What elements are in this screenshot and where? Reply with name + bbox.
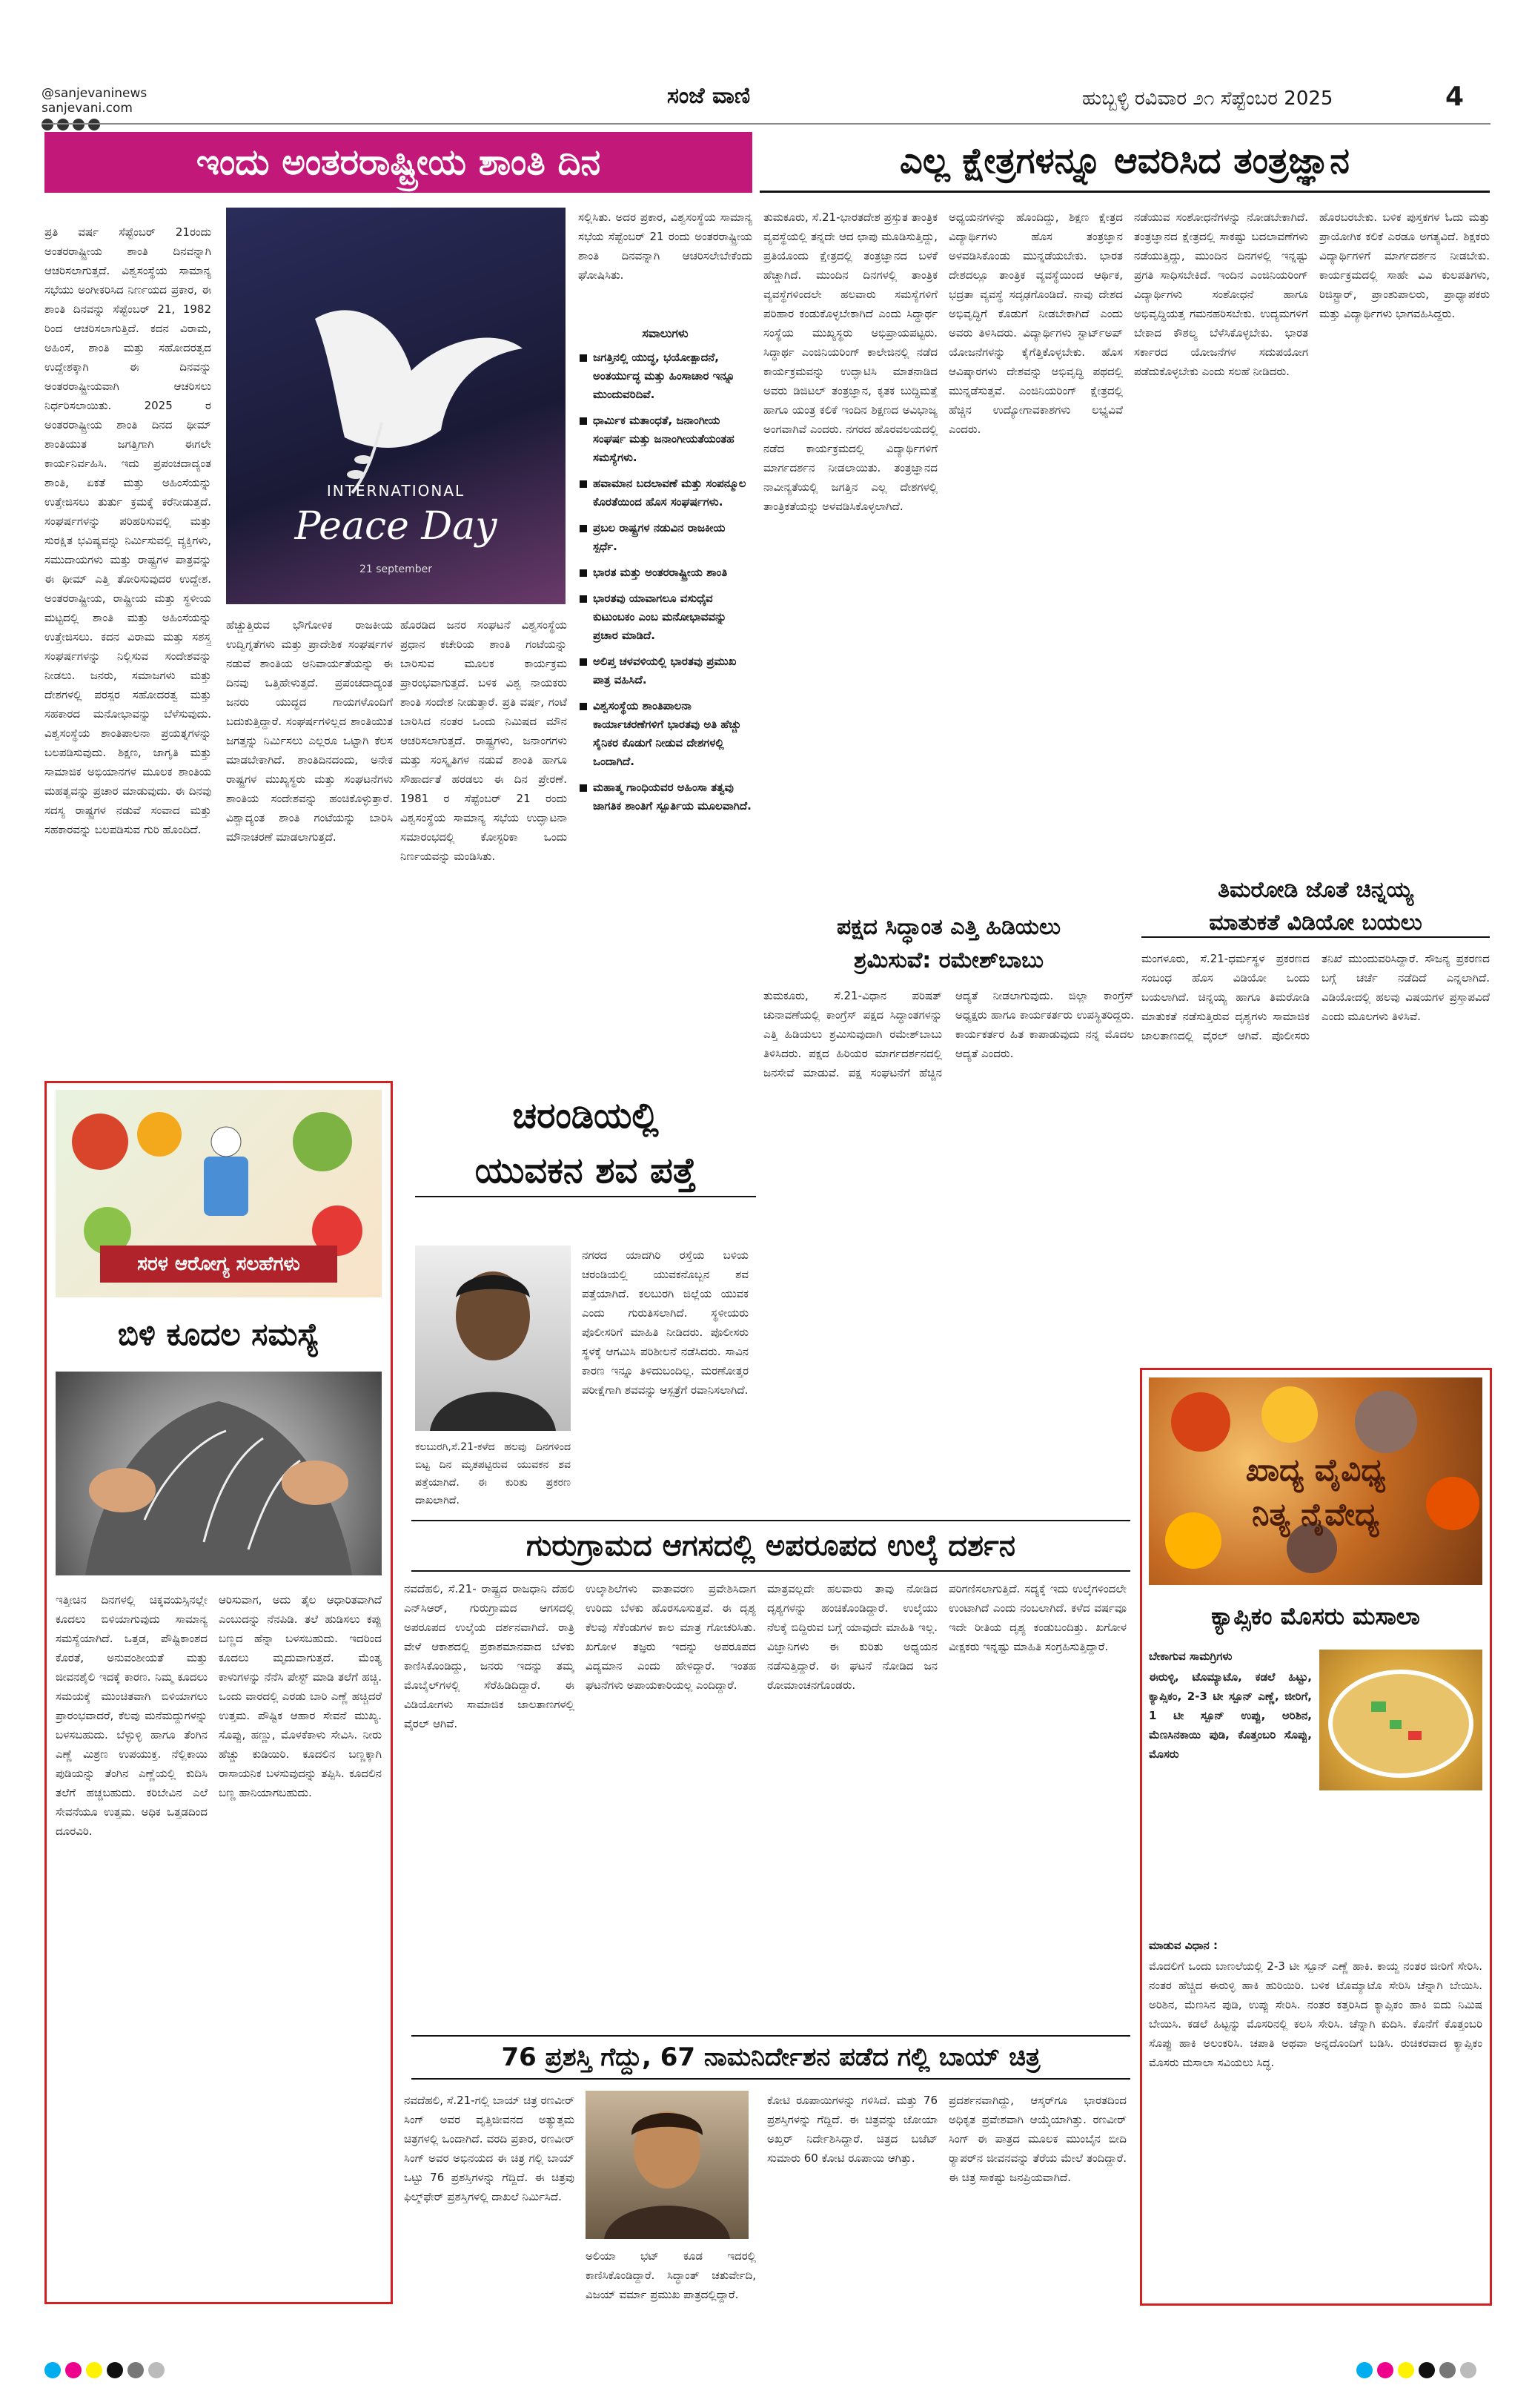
gurugram-col-3: ಮಾತ್ರವಲ್ಲದೇ ಹಲವಾರು ತಾವು ನೋಡಿದ ದೃಶ್ಯಗಳನ್ನು ಹಂಚಿಕೊಂಡಿದ್ದಾರೆ. ಉಲ್ಕೆಯು ನೆಲಕ್ಕೆ ಬಿದ್ದಿರುವ ಬಗ್ಗೆ ಯಾವುದೇ ಮಾಹಿತಿ ಇಲ್ಲ. ವಿಜ್ಞಾನಿಗಳು ಈ ಕುರಿತು ಅಧ್ಯಯನ ನಡೆಸುತ್ತಿದ್ದಾರೆ. ಈ ಘಟನೆ ನೋಡಿದ ಜನ ರೋಮಾಂಚನಗೊಂಡರು.: [767, 1582, 938, 1692]
video-headline-1: ತಿಮರೋಡಿ ಜೊತೆ ಚಿನ್ನಯ್ಯ: [1218, 876, 1413, 903]
dateline: ಹುಬ್ಬಳ್ಳಿ ರವಿವಾರ ೨೧ ಸೆಪ್ಟೆಂಬರ 2025: [1082, 87, 1333, 110]
gurugram-col-1: ನವದೆಹಲಿ, ಸೆ.21- ರಾಷ್ಟ್ರದ ರಾಜಧಾನಿ ದೆಹಲಿ ಎನ್‌ಸಿಆರ್, ಗುರುಗ್ರಾಮದ ಆಗಸದಲ್ಲಿ ಅಪರೂಪದ ಉಲ್ಕೆಯ ದರ್ಶನವಾಗಿದೆ. ರಾತ್ರಿ ವೇಳೆ ಆಕಾಶದಲ್ಲಿ ಪ್ರಕಾಶಮಾನವಾದ ಬೆಳಕು ಕಾಣಿಸಿಕೊಂಡಿದ್ದು, ಜನರು ಇದನ್ನು ತಮ್ಮ ಮೊಬೈಲ್‌ಗಳಲ್ಲಿ ಸೆರೆಹಿಡಿದಿದ್ದಾರೆ. ಈ ವಿಡಿಯೋಗಳು ಸಾಮಾಜಿಕ ಜಾಲತಾಣಗಳಲ್ಲಿ ವೈರಲ್ ಆಗಿವೆ.: [404, 1582, 574, 1730]
website-link[interactable]: sanjevani.com: [42, 101, 133, 116]
party-headline-2: ಶ್ರಮಿಸುವೆ: ರಮೇಶ್‌ಬಾಬು: [853, 947, 1044, 973]
peace-bullet-item: ಜಗತ್ತಿನಲ್ಲಿ ಯುದ್ಧ, ಭಯೋತ್ಪಾದನೆ, ಅಂತರ್ಯುದ್ಧ ಮತ್ತು ಹಿಂಸಾಚಾರ ಇನ್ನೂ ಮುಂದುವರಿದಿವೆ.: [578, 348, 752, 404]
peace-col-4-text: ಸಲ್ಲಿಸಿತು. ಅದರ ಪ್ರಕಾರ, ವಿಶ್ವಸಂಸ್ಥೆಯ ಸಾಮಾನ್ಯ ಸಭೆಯ ಸೆಪ್ಟೆಂಬರ್ 21 ರಂದು ಅಂತರರಾಷ್ಟ್ರೀಯ ಶಾಂತಿ ದಿನವನ್ನಾಗಿ ಆಚರಿಸಲೇಬೇಕೆಂದು ಘೋಷಿಸಿತು.: [578, 211, 752, 282]
video-text: ಮಂಗಳೂರು, ಸೆ.21-ಧರ್ಮಸ್ಥಳ ಪ್ರಕರಣದ ಸಂಬಂಧ ಹೊಸ ವಿಡಿಯೋ ಒಂದು ಬಯಲಾಗಿದೆ. ಚಿನ್ನಯ್ಯ ಹಾಗೂ ತಿಮರೋಡಿ ಮಾತುಕತೆ ನಡೆಸುತ್ತಿರುವ ದೃಶ್ಯಗಳು ಸಾಮಾಜಿಕ ಜಾಲತಾಣದಲ್ಲಿ ವೈರಲ್ ಆಗಿವೆ. ಪೊಲೀಸರು ತನಿಖೆ ಮುಂದುವರಿಸಿದ್ದಾರೆ. ಸೌಜನ್ಯ ಪ್ರಕರಣದ ಬಗ್ಗೆ ಚರ್ಚೆ ನಡೆದಿದೆ ಎನ್ನಲಾಗಿದೆ. ವಿಡಿಯೋದಲ್ಲಿ ಹಲವು ವಿಷಯಗಳ ಪ್ರಸ್ತಾಪವಿದೆ ಎಂದು ಮೂಲಗಳು ತಿಳಿಸಿವೆ.: [1141, 952, 1490, 1042]
youth-headline-1: ಚರಂಡಿಯಲ್ಲಿ: [512, 1094, 659, 1137]
youth-caption: ಕಲಬುರಗಿ,ಸೆ.21-ಕಳೆದ ಹಲವು ದಿನಗಳಿಂದ ಬಿಟ್ಟ ದಿನ ಮೃತಪಟ್ಟಿರುವ ಯುವಕನ ಶವ ಪತ್ತೆಯಾಗಿದೆ. ಈ ಕುರಿತು ಪ್ರಕರಣ ದಾಖಲಾಗಿದೆ.: [415, 1441, 571, 1506]
peace-bullet-item: ಭಾರತವು ಯಾವಾಗಲೂ ವಸುಧೈವ ಕುಟುಂಬಕಂ ಎಂಬ ಮನೋಭಾವವನ್ನು ಪ್ರಚಾರ ಮಾಡಿದೆ.: [578, 589, 752, 645]
gurugram-col-2: ಉಲ್ಕಾಶಿಲೆಗಳು ವಾತಾವರಣ ಪ್ರವೇಶಿಸಿದಾಗ ಉರಿದು ಬೆಳಕು ಹೊರಸೂಸುತ್ತವೆ. ಈ ದೃಶ್ಯ ಕೆಲವು ಸೆಕೆಂಡುಗಳ ಕಾಲ ಮಾತ್ರ ಗೋಚರಿಸಿತು. ಖಗೋಳ ತಜ್ಞರು ಇದನ್ನು ಅಪರೂಪದ ವಿದ್ಯಮಾನ ಎಂದು ಹೇಳಿದ್ದಾರೆ. ಇಂತಹ ಘಟನೆಗಳು ಅಪಾಯಕಾರಿಯಲ್ಲ ಎಂದಿದ್ದಾರೆ.: [586, 1582, 756, 1692]
ranveer-photo: [586, 2091, 749, 2239]
health-illustration: [56, 1090, 382, 1297]
peace-bullet-item: ಪ್ರಬಲ ರಾಷ್ಟ್ರಗಳ ನಡುವಿನ ರಾಜಕೀಯ ಸ್ಪರ್ಧೆ.: [578, 519, 752, 556]
instagram-icon[interactable]: [73, 119, 84, 130]
youtube-icon[interactable]: [88, 119, 100, 130]
food-banner-1: ಖಾದ್ಯ ವೈವಿಧ್ಯ: [1245, 1452, 1386, 1488]
peace-col-1: ಪ್ರತಿ ವರ್ಷ ಸೆಪ್ಟೆಂಬರ್ 21ರಂದು ಅಂತರರಾಷ್ಟ್ರೀಯ ಶಾಂತಿ ದಿನವನ್ನಾಗಿ ಆಚರಿಸಲಾಗುತ್ತದೆ. ವಿಶ್ವಸಂಸ್ಥೆಯ ಸಾಮಾನ್ಯ ಸಭೆಯು ಅಂಗೀಕರಿಸಿದ ನಿರ್ಣಯದ ಪ್ರಕಾರ, ಈ ಶಾಂತಿ ದಿನವನ್ನು ಸೆಪ್ಟೆಂಬರ್ 21, 1982 ರಿಂದ ಆಚರಿಸಲಾಗುತ್ತಿದೆ. ಕದನ ವಿರಾಮ, ಅಹಿಂಸೆ, ಶಾಂತಿ ಮತ್ತು ಸಹೋದರತ್ವದ ಉದ್ದೇಶಕ್ಕಾಗಿ ಈ ದಿನವನ್ನು ಅಂತರರಾಷ್ಟ್ರೀಯವಾಗಿ ಆಚರಿಸಲು ನಿರ್ಧರಿಸಲಾಯಿತು. 2025 ರ ಅಂತರರಾಷ್ಟ್ರೀಯ ಶಾಂತಿ ದಿನದ ಥೀಮ್ ಶಾಂತಿಯುತ ಜಗತ್ತಿಗಾಗಿ ಈಗಲೇ ಕಾರ್ಯನಿರ್ವಹಿಸಿ. ಇದು ಪ್ರಪಂಚದಾದ್ಯಂತ ಶಾಂತಿ, ಏಕತೆ ಮತ್ತು ಅಹಿಂಸೆಯನ್ನು ಉತ್ತೇಜಿಸಲು ತುರ್ತು ಕ್ರಮಕ್ಕೆ ಕರೆನೀಡುತ್ತದೆ. ಸಂಘರ್ಷಗಳನ್ನು ಪರಿಹರಿಸುವಲ್ಲಿ ಮತ್ತು ಸುರಕ್ಷಿತ ಭವಿಷ್ಯವನ್ನು ನಿರ್ಮಿಸುವಲ್ಲಿ ವ್ಯಕ್ತಿಗಳು, ಸಮುದಾಯಗಳು ಮತ್ತು ರಾಷ್ಟ್ರಗಳ ಪಾತ್ರವನ್ನು ಈ ಥೀಮ್ ಎತ್ತಿ ತೋರಿಸುವುದರ ಉದ್ದೇಶ. ಅಂತರರಾಷ್ಟ್ರೀಯ, ರಾಷ್ಟ್ರೀಯ ಮತ್ತು ಸ್ಥಳೀಯ ಮಟ್ಟದಲ್ಲಿ ಶಾಂತಿ ಮತ್ತು ಅಹಿಂಸೆಯನ್ನು ಉತ್ತೇಜಿಸಲು. ಕದನ ವಿರಾಮ ಮತ್ತು ಸಶಸ್ತ್ರ ಸಂಘರ್ಷಗಳನ್ನು ನಿಲ್ಲಿಸುವ ಸಂದೇಶವನ್ನು ನೀಡಲು. ಜನರು, ಸಮಾಜಗಳು ಮತ್ತು ದೇಶಗಳಲ್ಲಿ ಪರಸ್ಪರ ಸಹೋದರತ್ವ ಮತ್ತು ಸಹಕಾರದ ಮನೋಭಾವನ್ನು ಬೆಳೆಸುವುದು. ವಿಶ್ವಸಂಸ್ಥೆಯ ಶಾಂತಿಪಾಲನಾ ಪ್ರಯತ್ನಗಳನ್ನು ಬಲಪಡಿಸುವುದು. ಶಿಕ್ಷಣ, ಜಾಗೃತಿ ಮತ್ತು ಸಾಮಾಜಿಕ ಅಭಿಯಾನಗಳ ಮೂಲಕ ಶಾಂತಿಯ ಮಹತ್ವವನ್ನು ಪ್ರಚಾರ ಮಾಡುವುದು. ಈ ದಿನವು ಸದಸ್ಯ ರಾಷ್ಟ್ರಗಳ ನಡುವೆ ಸಂವಾದ ಮತ್ತು ಸಹಕಾರವನ್ನು ಬಲಪಡಿಸುವ ಗುರಿ ಹೊಂದಿದೆ.: [44, 225, 211, 836]
peace-bullets: [578, 348, 752, 816]
peace-day-banner: ಇಂದು ಅಂತರರಾಷ್ಟ್ರೀಯ ಶಾಂತಿ ದಿನ: [44, 132, 752, 193]
method-title: ಮಾಡುವ ವಿಧಾನ :: [1149, 1939, 1218, 1952]
newspaper-logo: ಸಂಜೆ ವಾಣಿ: [667, 83, 751, 109]
peace-day-poster: [226, 208, 566, 604]
peace-bullet-item: ಅಲಿಪ್ತ ಚಳವಳಿಯಲ್ಲಿ ಭಾರತವು ಪ್ರಮುಖ ಪಾತ್ರ ವಹಿಸಿದೆ.: [578, 652, 752, 689]
peace-col-2: ಹೆಚ್ಚುತ್ತಿರುವ ಭೌಗೋಳಿಕ ರಾಜಕೀಯ ಉದ್ವಿಗ್ನತೆಗಳು ಮತ್ತು ಪ್ರಾದೇಶಿಕ ಸಂಘರ್ಷಗಳ ನಡುವೆ ಶಾಂತಿಯ ಅನಿವಾರ್ಯತೆಯನ್ನು ಈ ದಿನವು ಒತ್ತಿಹೇಳುತ್ತದೆ. ಪ್ರಪಂಚದಾದ್ಯಂತ ಜನರು ಯುದ್ಧದ ಗಾಯಗಳೊಂದಿಗೆ ಬದುಕುತ್ತಿದ್ದಾರೆ. ಸಂಘರ್ಷಗಳಿಲ್ಲದ ಶಾಂತಿಯುತ ಜಗತ್ತನ್ನು ನಿರ್ಮಿಸಲು ಎಲ್ಲರೂ ಒಟ್ಟಾಗಿ ಕೆಲಸ ಮಾಡಬೇಕಾಗಿದೆ. ಶಾಂತಿದಿನದಂದು, ಅನೇಕ ರಾಷ್ಟ್ರಗಳ ಮುಖ್ಯಸ್ಥರು ಮತ್ತು ಸಂಘಟನೆಗಳು ಶಾಂತಿಯ ಸಂದೇಶವನ್ನು ಹಂಚಿಕೊಳ್ಳುತ್ತಾರೆ. ವಿಶ್ವಾದ್ಯಂತ ಶಾಂತಿ ಗಂಟೆಯನ್ನು ಬಾರಿಸಿ ಮೌನಾಚರಣೆ ಮಾಡಲಾಗುತ್ತದೆ.: [226, 618, 393, 844]
gullyboy-col-2: ಅಲಿಯಾ ಭಟ್ ಕೂಡ ಇದರಲ್ಲಿ ಕಾಣಿಸಿಕೊಂಡಿದ್ದಾರೆ. ಸಿದ್ಧಾಂತ್ ಚತುರ್ವೇದಿ, ವಿಜಯ್ ವರ್ಮಾ ಪ್ರಮುಖ ಪಾತ್ರದಲ್ಲಿದ್ದಾರೆ.: [586, 2249, 756, 2301]
youth-headline-2: ಯುವಕನ ಶವ ಪತ್ತೆ: [415, 1145, 756, 1197]
gurugram-col-4: ಪರಿಗಣಿಸಲಾಗುತ್ತಿದೆ. ಸದ್ಯಕ್ಕೆ ಇದು ಉಲ್ಕೆಗಳಿಂದಲೇ ಉಂಟಾಗಿದೆ ಎಂದು ನಂಬಲಾಗಿದೆ. ಕಳೆದ ವರ್ಷವೂ ಇದೇ ರೀತಿಯ ದೃಶ್ಯ ಕಂಡುಬಂದಿತ್ತು. ಖಗೋಳ ವೀಕ್ಷಕರು ಇನ್ನಷ್ಟು ಮಾಹಿತಿ ಸಂಗ್ರಹಿಸುತ್ತಿದ್ದಾರೆ.: [949, 1582, 1127, 1653]
page-number: 4: [1445, 82, 1465, 112]
peace-col-4: [578, 208, 752, 1060]
health-headline: ಬಿಳಿ ಕೂದಲ ಸಮಸ್ಯೆ: [117, 1316, 320, 1352]
video-headline-2: ಮಾತುಕತೆ ವಿಡಿಯೋ ಬಯಲು: [1141, 908, 1490, 938]
tech-headline: ಎಲ್ಲ ಕ್ಷೇತ್ರಗಳನ್ನೂ ಆವರಿಸಿದ ತಂತ್ರಜ್ಞಾನ: [760, 132, 1490, 193]
party-text: ತುಮಕೂರು, ಸೆ.21-ವಿಧಾನ ಪರಿಷತ್ ಚುನಾವಣೆಯಲ್ಲಿ ಕಾಂಗ್ರೆಸ್ ಪಕ್ಷದ ಸಿದ್ಧಾಂತಗಳನ್ನು ಎತ್ತಿ ಹಿಡಿಯಲು ಶ್ರಮಿಸುವುದಾಗಿ ರಮೇಶ್‌ಬಾಬು ತಿಳಿಸಿದರು. ಪಕ್ಷದ ಹಿರಿಯರ ಮಾರ್ಗದರ್ಶನದಲ್ಲಿ ಜನಸೇವೆ ಮಾಡುವೆ. ಪಕ್ಷ ಸಂಘಟನೆಗೆ ಹೆಚ್ಚಿನ ಆದ್ಯತೆ ನೀಡಲಾಗುವುದು. ಜಿಲ್ಲಾ ಕಾಂಗ್ರೆಸ್ ಅಧ್ಯಕ್ಷರು ಹಾಗೂ ಕಾರ್ಯಕರ್ತರು ಉಪಸ್ಥಿತರಿದ್ದರು. ಕಾರ್ಯಕರ್ತರ ಹಿತ ಕಾಪಾಡುವುದು ನನ್ನ ಮೊದಲ ಆದ್ಯತೆ ಎಂದರು.: [763, 989, 1134, 1079]
peace-bullet-item: ಧಾರ್ಮಿಕ ಮತಾಂಧತೆ, ಜನಾಂಗೀಯ ಸಂಘರ್ಷ ಮತ್ತು ಜನಾಂಗೀಯತೆಯಂತಹ ಸಮಸ್ಯೆಗಳು.: [578, 411, 752, 467]
person-icon: [415, 1246, 571, 1431]
tech-col-2: ಅಧ್ಯಯನಗಳನ್ನು ಹೊಂದಿದ್ದು, ಶಿಕ್ಷಣ ಕ್ಷೇತ್ರದ ವಿದ್ಯಾರ್ಥಿಗಳು ಹೊಸ ತಂತ್ರಜ್ಞಾನ ಅಳವಡಿಸಿಕೊಂಡು ಮುನ್ನಡೆಯಬೇಕು. ಭಾರತ ದೇಶದಲ್ಲೂ ತಾಂತ್ರಿಕ ವ್ಯವಸ್ಥೆಯಿಂದ ಆರ್ಥಿಕ, ಭದ್ರತಾ ವ್ಯವಸ್ಥೆ ಸದೃಢಗೊಂಡಿದೆ. ನಾವು ದೇಶದ ಅಭಿವೃದ್ಧಿಗೆ ಕೊಡುಗೆ ನೀಡಬೇಕಾಗಿದೆ ಎಂದು ಅವರು ತಿಳಿಸಿದರು. ವಿದ್ಯಾರ್ಥಿಗಳು ಸ್ಟಾರ್ಟ್ಅಪ್ ಯೋಜನೆಗಳನ್ನು ಕೈಗೆತ್ತಿಕೊಳ್ಳಬೇಕು. ಹೊಸ ಆವಿಷ್ಕಾರಗಳು ದೇಶವನ್ನು ಅಭಿವೃದ್ಧಿ ಪಥದಲ್ಲಿ ಮುನ್ನಡೆಸುತ್ತವೆ. ಎಂಜಿನಿಯರಿಂಗ್ ಕ್ಷೇತ್ರದಲ್ಲಿ ಹೆಚ್ಚಿನ ಉದ್ಯೋಗಾವಕಾಶಗಳು ಲಭ್ಯವಿವೆ ಎಂದರು.: [949, 211, 1123, 436]
capsicum-dish-photo: [1319, 1650, 1482, 1790]
hair-icon: [56, 1372, 382, 1575]
grey-mark: [127, 2362, 144, 2378]
cyan-mark: [44, 2362, 61, 2378]
peace-bullet-item: ವಿಶ್ವಸಂಸ್ಥೆಯ ಶಾಂತಿಪಾಲನಾ ಕಾರ್ಯಾಚರಣೆಗಳಿಗೆ ಭಾರತವು ಅತಿ ಹೆಚ್ಚು ಸೈನಿಕರ ಕೊಡುಗೆ ನೀಡುವ ದೇಶಗಳಲ್ಲಿ ಒಂದಾಗಿದೆ.: [578, 697, 752, 771]
ingredients-title: ಬೇಕಾಗುವ ಸಾಮಗ್ರಿಗಳು: [1149, 1650, 1233, 1663]
tech-col-4: ಹೊರಬರಬೇಕು. ಬಳಿಕ ಪುಸ್ತಕಗಳ ಓದು ಮತ್ತು ಪ್ರಾಯೋಗಿಕ ಕಲಿಕೆ ಎರಡೂ ಅಗತ್ಯವಿದೆ. ಶಿಕ್ಷಕರು ವಿದ್ಯಾರ್ಥಿಗಳಿಗೆ ಮಾರ್ಗದರ್ಶನ ನೀಡಬೇಕು. ಕಾರ್ಯಕ್ರಮದಲ್ಲಿ ಸಾಹೇ ವಿವಿ ಕುಲಪತಿಗಳು, ರಿಜಿಸ್ಟ್ರಾರ್, ಪ್ರಾಂಶುಪಾಲರು, ಪ್ರಾಧ್ಯಾಪಕರು ಮತ್ತು ವಿದ್ಯಾರ್ಥಿಗಳು ಭಾಗವಹಿಸಿದ್ದರು.: [1319, 211, 1490, 320]
ingredients-text: ಈರುಳ್ಳಿ, ಟೊಮ್ಯಾಟೊ, ಕಡಲೆ ಹಿಟ್ಟು, ಕ್ಯಾಪ್ಸಿಕಂ, 2-3 ಟೀ ಸ್ಪೂನ್ ಎಣ್ಣೆ, ಜೀರಿಗೆ, 1 ಟೀ ಸ್ಪೂನ್ ಉಪ್ಪು, ಅರಿಶಿನ, ಮೆಣಸಿನಕಾಯಿ ಪುಡಿ, ಕೊತ್ತಂಬರಿ ಸೊಪ್ಪು, ಮೊಸರು: [1149, 1670, 1312, 1761]
actor-icon: [586, 2091, 749, 2239]
social-icons: [42, 119, 147, 130]
yellow-mark: [1398, 2362, 1414, 2378]
cmyk-marks-right: [1356, 2362, 1476, 2378]
food-method: [1149, 1939, 1482, 2295]
peace-bullet-item: ಮಹಾತ್ಮ ಗಾಂಧಿಯವರ ಅಹಿಂಸಾ ತತ್ವವು ಜಾಗತಿಕ ಶಾಂತಿಗೆ ಸ್ಪೂರ್ತಿಯ ಮೂಲವಾಗಿದೆ.: [578, 778, 752, 816]
gullyboy-col-4: ಪ್ರದರ್ಶನವಾಗಿದ್ದು, ಆಸ್ಕರ್‌ಗೂ ಭಾರತದಿಂದ ಅಧಿಕೃತ ಪ್ರವೇಶವಾಗಿ ಆಯ್ಕೆಯಾಗಿತ್ತು. ರಣವೀರ್ ಸಿಂಗ್ ಈ ಪಾತ್ರದ ಮೂಲಕ ಮುಂಬೈನ ಬೀದಿ ರ‍್ಯಾಪರ್‌ನ ಜೀವನವನ್ನು ತೆರೆಯ ಮೇಲೆ ತಂದಿದ್ದಾರೆ. ಈ ಚಿತ್ರ ಸಾಕಷ್ಟು ಜನಪ್ರಿಯವಾಗಿದೆ.: [949, 2094, 1127, 2184]
poster-date: 21 september: [359, 563, 433, 575]
poster-top-text: INTERNATIONAL: [326, 482, 465, 500]
tech-col-3: ನಡೆಯುವ ಸಂಶೋಧನೆಗಳನ್ನು ನೋಡಬೇಕಾಗಿದೆ. ತಂತ್ರಜ್ಞಾನದ ಕ್ಷೇತ್ರದಲ್ಲಿ ಸಾಕಷ್ಟು ಬದಲಾವಣೆಗಳು ನಡೆಯುತ್ತಿದ್ದು, ಮುಂದಿನ ದಿನಗಳಲ್ಲಿ ಇನ್ನಷ್ಟು ಪ್ರಗತಿ ಸಾಧಿಸಬೇಕಿದೆ. ಇಂದಿನ ಎಂಜಿನಿಯರಿಂಗ್ ವಿದ್ಯಾರ್ಥಿಗಳು ಸಂಶೋಧನೆ ಹಾಗೂ ಅಭಿವೃದ್ಧಿಯತ್ತ ಗಮನಹರಿಸಬೇಕು. ಉದ್ಯಮಗಳಿಗೆ ಬೇಕಾದ ಕೌಶಲ್ಯ ಬೆಳೆಸಿಕೊಳ್ಳಬೇಕು. ಭಾರತ ಸರ್ಕಾರದ ಯೋಜನೆಗಳ ಸದುಪಯೋಗ ಪಡೆದುಕೊಳ್ಳಬೇಕು ಎಂದು ಸಲಹೆ ನೀಡಿದರು.: [1134, 211, 1308, 378]
grey-mark: [1439, 2362, 1456, 2378]
peace-col-3: ಹೊರಡಿದ ಜನರ ಸಂಘಟನೆ ವಿಶ್ವಸಂಸ್ಥೆಯ ಪ್ರಧಾನ ಕಚೇರಿಯ ಶಾಂತಿ ಗಂಟೆಯನ್ನು ಬಾರಿಸುವ ಮೂಲಕ ಕಾರ್ಯಕ್ರಮ ಪ್ರಾರಂಭವಾಗುತ್ತದೆ. ಬಳಿಕ ವಿಶ್ವ ನಾಯಕರು ಶಾಂತಿ ಸಂದೇಶ ನೀಡುತ್ತಾರೆ. ಪ್ರತಿ ವರ್ಷ, ಗಂಟೆ ಬಾರಿಸಿದ ನಂತರ ಒಂದು ನಿಮಿಷದ ಮೌನ ಆಚರಿಸಲಾಗುತ್ತದೆ. ರಾಷ್ಟ್ರಗಳು, ಜನಾಂಗಗಳು ಮತ್ತು ಸಂಸ್ಕೃತಿಗಳ ನಡುವೆ ಶಾಂತಿ ಹಾಗೂ ಸೌಹಾರ್ದತೆ ಹರಡಲು ಈ ದಿನ ಪ್ರೇರಣೆ. 1981 ರ ಸೆಪ್ಟೆಂಬರ್ 21 ರಂದು ವಿಶ್ವಸಂಸ್ಥೆಯ ಸಾಮಾನ್ಯ ಸಭೆಯ ಉದ್ಘಾಟನಾ ಸಮಾರಂಭದಲ್ಲಿ ಕೋಸ್ಟರಿಕಾ ಒಂದು ನಿರ್ಣಯವನ್ನು ಮಂಡಿಸಿತು.: [400, 618, 567, 863]
food-banner-2: ನಿತ್ಯ ನೈವೇದ್ಯ: [1252, 1496, 1379, 1532]
yellow-mark: [86, 2362, 102, 2378]
peace-challenges-title: ಸವಾಲುಗಳು: [642, 326, 689, 340]
header-rule: [42, 123, 1490, 125]
poster-title: Peace Day: [294, 504, 497, 549]
gurugram-headline: ಗುರುಗ್ರಾಮದ ಆಗಸದಲ್ಲಿ ಅಪರೂಪದ ಉಲ್ಕೆ ದರ್ಶನ: [411, 1520, 1130, 1572]
peace-bullet-item: ಭಾರತ ಮತ್ತು ಅಂತರರಾಷ್ಟ್ರೀಯ ಶಾಂತಿ: [578, 563, 752, 582]
peace-bullet-item: ಹವಾಮಾನ ಬದಲಾವಣೆ ಮತ್ತು ಸಂಪನ್ಮೂಲ ಕೊರತೆಯಿಂದ ಹೊಸ ಸಂಘರ್ಷಗಳು.: [578, 474, 752, 512]
cyan-mark: [1356, 2362, 1373, 2378]
tech-col-1: ತುಮಕೂರು, ಸೆ.21-ಭಾರತದೇಶ ಪ್ರಸ್ತುತ ತಾಂತ್ರಿಕ ವ್ಯವಸ್ಥೆಯಲ್ಲಿ ತನ್ನದೇ ಆದ ಛಾಪು ಮೂಡಿಸುತ್ತಿದ್ದು, ಪ್ರತಿಯೊಂದು ಕ್ಷೇತ್ರದಲ್ಲಿ ತಂತ್ರಜ್ಞಾನದ ಬಳಕೆ ಹೆಚ್ಚಾಗಿದೆ. ಮುಂದಿನ ದಿನಗಳಲ್ಲಿ ತಾಂತ್ರಿಕ ವ್ಯವಸ್ಥೆಗಳಿಂದಲೇ ಹಲವಾರು ಸಮಸ್ಯೆಗಳಿಗೆ ಪರಿಹಾರ ಕಂಡುಕೊಳ್ಳಬೇಕಾಗಿದೆ ಎಂದು ಸಿದ್ಧಾರ್ಥ ಸಂಸ್ಥೆಯ ಮುಖ್ಯಸ್ಥರು ಅಭಿಪ್ರಾಯಪಟ್ಟರು. ಸಿದ್ಧಾರ್ಥ ಎಂಜಿನಿಯರಿಂಗ್ ಕಾಲೇಜಿನಲ್ಲಿ ನಡೆದ ಕಾರ್ಯಕ್ರಮವನ್ನು ಉದ್ಘಾಟಿಸಿ ಮಾತನಾಡಿದ ಅವರು ಡಿಜಿಟಲ್ ತಂತ್ರಜ್ಞಾನ, ಕೃತಕ ಬುದ್ಧಿಮತ್ತೆ ಹಾಗೂ ಯಂತ್ರ ಕಲಿಕೆ ಇಂದಿನ ಶಿಕ್ಷಣದ ಅವಿಭಾಜ್ಯ ಅಂಗವಾಗಿವೆ ಎಂದರು. ನಗರದ ಹೊರವಲಯದಲ್ಲಿ ನಡೆದ ಕಾರ್ಯಕ್ರಮದಲ್ಲಿ ವಿದ್ಯಾರ್ಥಿಗಳಿಗೆ ಮಾರ್ಗದರ್ಶನ ನೀಡಲಾಯಿತು. ತಂತ್ರಜ್ಞಾನದ ನಾವೀನ್ಯತೆಯಲ್ಲಿ ಜಗತ್ತಿನ ಎಲ್ಲ ದೇಶಗಳಲ್ಲಿ ತಾಂತ್ರಿಕತೆಯನ್ನು ಅಳವಡಿಸಿಕೊಳ್ಳಲಾಗಿದೆ.: [763, 211, 938, 513]
health-col-2: ಆರಿಸುವಾಗ, ಅದು ತೈಲ ಆಧಾರಿತವಾಗಿದೆ ಎಂಬುದನ್ನು ನೆನಪಿಡಿ. ತಲೆ ಹುಡಿಸಲು ಕಪ್ಪು ಬಣ್ಣದ ಹೆನ್ನಾ ಬಳಸಬಹುದು. ಇದರಿಂದ ಕೂದಲು ಮೃದುವಾಗುತ್ತದೆ. ಮೆಂತ್ಯ ಕಾಳುಗಳನ್ನು ನೆನೆಸಿ ಪೇಸ್ಟ್ ಮಾಡಿ ತಲೆಗೆ ಹಚ್ಚಿ. ಒಂದು ವಾರದಲ್ಲಿ ಎರಡು ಬಾರಿ ಎಣ್ಣೆ ಹಚ್ಚಿದರೆ ಉತ್ತಮ. ಪೌಷ್ಟಿಕ ಆಹಾರ ಸೇವನೆ ಮುಖ್ಯ. ಸೊಪ್ಪು, ಹಣ್ಣು, ಮೊಳಕೆಕಾಳು ಸೇವಿಸಿ. ನೀರು ಹೆಚ್ಚು ಕುಡಿಯಿರಿ. ಕೂದಲಿನ ಬಣ್ಣಕ್ಕಾಗಿ ರಾಸಾಯನಿಕ ಬಳಸುವುದನ್ನು ತಪ್ಪಿಸಿ. ಕೂದಲಿನ ಬಣ್ಣ ಹಾನಿಯಾಗಬಹುದು.: [219, 1593, 382, 1799]
health-banner: ಸರಳ ಆರೋಗ್ಯ ಸಲಹೆಗಳು: [100, 1246, 337, 1283]
black-mark: [1419, 2362, 1435, 2378]
twitter-icon[interactable]: [57, 119, 69, 130]
grey-hair-photo: [56, 1372, 382, 1575]
cmyk-marks-left: [44, 2362, 165, 2378]
food-headline: ಕ್ಯಾಪ್ಸಿಕಂ ಮೊಸರು ಮಸಾಲಾ: [1211, 1601, 1420, 1630]
youth-photo: [415, 1246, 571, 1431]
twitter-handle: @sanjevaninews: [42, 86, 147, 101]
facebook-icon[interactable]: [42, 119, 53, 130]
party-headline-1: ಪಕ್ಷದ ಸಿದ್ಧಾಂತ ಎತ್ತಿ ಹಿಡಿಯಲು: [836, 913, 1061, 940]
magenta-mark: [1377, 2362, 1393, 2378]
youth-text: ನಗರದ ಯಾದಗಿರಿ ರಸ್ತೆಯ ಬಳಿಯ ಚರಂಡಿಯಲ್ಲಿ ಯುವಕನೊಬ್ಬನ ಶವ ಪತ್ತೆಯಾಗಿದೆ. ಕಲಬುರಗಿ ಜಿಲ್ಲೆಯ ಯುವಕ ಎಂದು ಗುರುತಿಸಲಾಗಿದೆ. ಸ್ಥಳೀಯರು ಪೊಲೀಸರಿಗೆ ಮಾಹಿತಿ ನೀಡಿದರು. ಪೊಲೀಸರು ಸ್ಥಳಕ್ಕೆ ಆಗಮಿಸಿ ಪರಿಶೀಲನೆ ನಡೆಸಿದರು. ಸಾವಿನ ಕಾರಣ ಇನ್ನೂ ತಿಳಿದುಬಂದಿಲ್ಲ. ಮರಣೋತ್ತರ ಪರೀಕ್ಷೆಗಾಗಿ ಶವವನ್ನು ಆಸ್ಪತ್ರೆಗೆ ರವಾನಿಸಲಾಗಿದೆ.: [582, 1248, 749, 1397]
gullyboy-col-1: ನವದೆಹಲಿ, ಸೆ.21-ಗಲ್ಲಿ ಬಾಯ್ ಚಿತ್ರ ರಣವೀರ್ ಸಿಂಗ್ ಅವರ ವೃತ್ತಿಜೀವನದ ಅತ್ಯುತ್ತಮ ಚಿತ್ರಗಳಲ್ಲಿ ಒಂದಾಗಿದೆ. ವರದಿ ಪ್ರಕಾರ, ರಣವೀರ್ ಸಿಂಗ್ ಅವರ ಅಭಿನಯದ ಈ ಚಿತ್ರ ಗಲ್ಲಿ ಬಾಯ್ ಒಟ್ಟು 76 ಪ್ರಶಸ್ತಿಗಳನ್ನು ಗೆದ್ದಿದೆ. ಈ ಚಿತ್ರವು ಫಿಲ್ಮ್‌ಫೇರ್ ಪ್ರಶಸ್ತಿಗಳಲ್ಲಿ ದಾಖಲೆ ನಿರ್ಮಿಸಿದೆ.: [404, 2094, 574, 2203]
magenta-mark: [65, 2362, 82, 2378]
dish-icon: [1319, 1650, 1482, 1790]
gullyboy-headline: 76 ಪ್ರಶಸ್ತಿ ಗೆದ್ದು, 67 ನಾಮನಿರ್ದೇಶನ ಪಡೆದ ಗಲ್ಲಿ ಬಾಯ್ ಚಿತ್ರ: [411, 2035, 1130, 2080]
gullyboy-col-3: ಕೋಟಿ ರೂಪಾಯಿಗಳನ್ನು ಗಳಿಸಿದೆ. ಮತ್ತು 76 ಪ್ರಶಸ್ತಿಗಳನ್ನು ಗೆದ್ದಿದೆ. ಈ ಚಿತ್ರವನ್ನು ಜೋಯಾ ಅಖ್ತರ್ ನಿರ್ದೇಶಿಸಿದ್ದಾರೆ. ಚಿತ್ರದ ಬಜೆಟ್ ಸುಮಾರು 60 ಕೋಟಿ ರೂಪಾಯಿ ಆಗಿತ್ತು.: [767, 2094, 938, 2165]
light-grey-mark: [1460, 2362, 1476, 2378]
food-ingredients: [1149, 1650, 1312, 1931]
black-mark: [107, 2362, 123, 2378]
health-col-1: ಇತ್ತೀಚಿನ ದಿನಗಳಲ್ಲಿ ಚಿಕ್ಕವಯಸ್ಸಿನಲ್ಲೇ ಕೂದಲು ಬಿಳಿಯಾಗುವುದು ಸಾಮಾನ್ಯ ಸಮಸ್ಯೆಯಾಗಿದೆ. ಒತ್ತಡ, ಪೌಷ್ಟಿಕಾಂಶದ ಕೊರತೆ, ಅನುವಂಶೀಯತೆ ಮತ್ತು ಜೀವನಶೈಲಿ ಇದಕ್ಕೆ ಕಾರಣ. ನಿಮ್ಮ ಕೂದಲು ಸಮಯಕ್ಕೆ ಮುಂಚಿತವಾಗಿ ಬಿಳಿಯಾಗಲು ಪ್ರಾರಂಭವಾದರೆ, ಕೆಲವು ಮನೆಮದ್ದುಗಳನ್ನು ಬಳಸಬಹುದು. ಬೆಳ್ಳುಳ್ಳಿ ಹಾಗೂ ತೆಂಗಿನ ಎಣ್ಣೆ ಮಿಶ್ರಣ ಉಪಯುಕ್ತ. ನೆಲ್ಲಿಕಾಯಿ ಪುಡಿಯನ್ನು ತೆಂಗಿನ ಎಣ್ಣೆಯಲ್ಲಿ ಕುದಿಸಿ ತಲೆಗೆ ಹಚ್ಚಬಹುದು. ಕರಿಬೇವಿನ ಎಲೆ ಸೇವನೆಯೂ ಉತ್ತಮ. ಅಧಿಕ ಒತ್ತಡದಿಂದ ದೂರವಿರಿ.: [56, 1593, 208, 1838]
spices-photo: [1149, 1377, 1482, 1585]
method-text: ಮೊದಲಿಗೆ ಒಂದು ಬಾಣಲೆಯಲ್ಲಿ 2-3 ಟೀ ಸ್ಪೂನ್ ಎಣ್ಣೆ ಹಾಕಿ. ಕಾಯ್ದ ನಂತರ ಜೀರಿಗೆ ಸೇರಿಸಿ. ನಂತರ ಹೆಚ್ಚಿದ ಈರುಳ್ಳಿ ಹಾಕಿ ಹುರಿಯಿರಿ. ಬಳಿಕ ಟೊಮ್ಯಾಟೊ ಸೇರಿಸಿ ಚೆನ್ನಾಗಿ ಬೇಯಿಸಿ. ಅರಿಶಿನ, ಮೆಣಸಿನ ಪುಡಿ, ಉಪ್ಪು ಸೇರಿಸಿ. ನಂತರ ಕತ್ತರಿಸಿದ ಕ್ಯಾಪ್ಸಿಕಂ ಹಾಕಿ ಐದು ನಿಮಿಷ ಬೇಯಿಸಿ. ಕಡಲೆ ಹಿಟ್ಟನ್ನು ಮೊಸರಿನಲ್ಲಿ ಕಲಸಿ ಸೇರಿಸಿ. ಚೆನ್ನಾಗಿ ಕುದಿಸಿ. ಕೊನೆಗೆ ಕೊತ್ತಂಬರಿ ಸೊಪ್ಪು ಹಾಕಿ ಅಲಂಕರಿಸಿ. ಚಪಾತಿ ಅಥವಾ ಅನ್ನದೊಂದಿಗೆ ಬಡಿಸಿ. ರುಚಿಕರವಾದ ಕ್ಯಾಪ್ಸಿಕಂ ಮೊಸರು ಮಸಾಲಾ ಸವಿಯಲು ಸಿದ್ಧ.: [1149, 1959, 1482, 2069]
light-grey-mark: [148, 2362, 165, 2378]
